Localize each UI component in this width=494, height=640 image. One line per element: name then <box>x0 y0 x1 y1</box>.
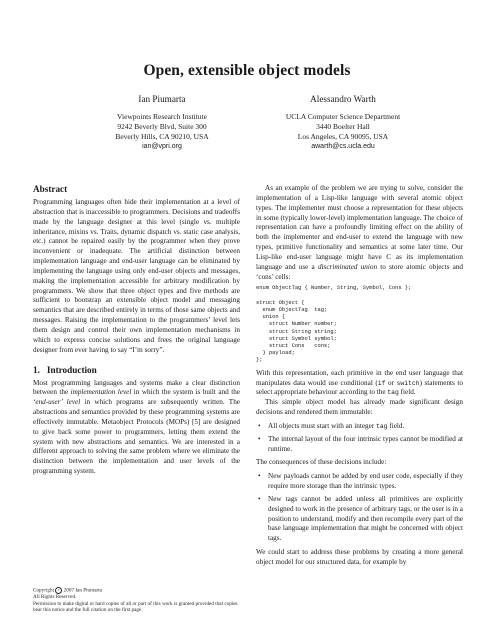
section-heading-introduction <box>33 365 240 375</box>
author-affiliation-line: Los Angeles, CA 90095, USA <box>297 132 389 141</box>
copyright-permission: Permission to make digital or hard copies of all or part of this work is granted provided that copies bear this notice and the full citation on the first page. <box>33 600 238 614</box>
bullet-list-design-decisions <box>256 422 463 455</box>
author-affiliation-line: 3440 Boelter Hall <box>316 122 370 131</box>
bullet-icon: • <box>258 494 261 503</box>
copyright-line: Copyright c 2007 Ian Piumarta <box>33 587 102 594</box>
body-paragraph: With this representation, each primitive in the end user language that manipulates data would use conditional (if or switch) statements to select appropriate behaviour according to the tag field. <box>256 368 463 397</box>
copyright-notice <box>33 587 243 614</box>
author-affiliation-line: Beverly Hills, CA 90210, USA <box>115 132 209 141</box>
list-item: • New tags cannot be added unless all primitives are explicitly designed to work in the presence of arbitrary tags, or the user is in a position to understand, modify and then recompile every part of the base language implementation that might be concerned with object tags. <box>258 494 463 543</box>
section-title: Introduction <box>46 364 97 375</box>
copyright-line: All Rights Reserved. <box>33 594 77 601</box>
author-block-warth <box>243 94 443 152</box>
author-affiliation-line: Viewpoints Research Institute <box>117 112 207 121</box>
author-name: Ian Piumarta <box>138 94 186 104</box>
body-paragraph: As an example of the problem we are trying to solve, consider the implementation of a Lisp-like language with several atomic object types. The implementer must choose a representation for these objects in some (typically lower-level) implementation language. The choice of representation can have a profoundly limiting effect on the ability of both the implementer and end-user to extend the language with new types, primitive functionality and semantics at some later time. Our Lisp-like end-user language might have C as its implementation language and use a discriminated union to store atomic objects and ‘cons’ cells: <box>256 184 464 281</box>
bullet-icon: • <box>258 421 261 430</box>
body-paragraph: This simple object model has already made significant design decisions and rendered them immutable: <box>256 398 463 417</box>
list-item: • The internal layout of the four intrinsic types cannot be modified at runtime. <box>258 434 463 453</box>
author-email: ian@vpri.org <box>142 143 182 150</box>
author-name: Alessandro Warth <box>310 94 376 104</box>
introduction-paragraph: Most programming languages and systems make a clear distinction between the implementation level in which the system is built and the ‘end-user’ level in which programs are subsequently written. The abstractions and semantics provided by these programming systems are effectively immutable. Metaobject Protocols (MOPs) [5] are designed to give back some power to programmers, letting them extend the system with new abstractions and semantics. We are interested in a different approach to solving the same problem where we eliminate the distinction between the implementation and user levels of the programming system. <box>33 378 240 476</box>
abstract-heading: Abstract <box>33 184 68 194</box>
bullet-icon: • <box>258 434 261 443</box>
body-paragraph: We could start to address these problems by creating a more general object model for our structured data, for example by <box>256 548 463 567</box>
list-item: • All objects must start with an integer tag field. <box>258 421 405 430</box>
right-column <box>256 184 463 568</box>
author-block-piumarta <box>62 94 262 152</box>
paper-title: Open, extensible object models <box>143 62 351 79</box>
author-email: awarth@cs.ucla.edu <box>311 143 375 150</box>
bullet-icon: • <box>258 472 261 481</box>
left-column <box>33 184 240 584</box>
copyright-icon: c <box>55 587 62 594</box>
code-listing: enum ObjectTag { Number, String, Symbol, Cons }; struct Object { enum ObjectTag tag; union { struct Number number; struct String string; struct Symbol symbol; struct Cons cons; } payload; }; <box>256 285 412 364</box>
list-item: • New payloads cannot be added by end user code, especially if they require more storage than the intrinsic types. <box>258 472 463 491</box>
bullet-list-consequences <box>256 472 463 544</box>
author-affiliation-line: 9242 Beverly Blvd, Suite 300 <box>117 122 207 131</box>
author-affiliation-line: UCLA Computer Science Department <box>285 112 401 121</box>
abstract-text: Programming languages often hide their implementation at a level of abstraction that is inaccessible to programmers. Decisions and tradeoffs made by the language designer at this level (single vs. multiple inheritance, mixins vs. Traits, dynamic dispatch vs. static case analysis, etc.) cannot be repaired easily by the programmer when they prove inconvenient or inadequate. The artificial distinction between implementation language and end-user language can be eliminated by implementing the language using only end-user objects and messages, making the implementation accessible for arbitrary modification by programmers. We show that three object types and five methods are sufficient to bootstrap an extensible object model and messaging semantics that are described entirely in terms of those same objects and messages. Raising the implementation to the programmers’ level lets them design and control their own implementation mechanisms in which to express concise solutions and frees the original language designer from ever having to say “I’m sorry”. <box>33 198 240 354</box>
body-paragraph: The consequences of these decisions include: <box>256 458 387 467</box>
section-number: 1. <box>33 364 40 375</box>
